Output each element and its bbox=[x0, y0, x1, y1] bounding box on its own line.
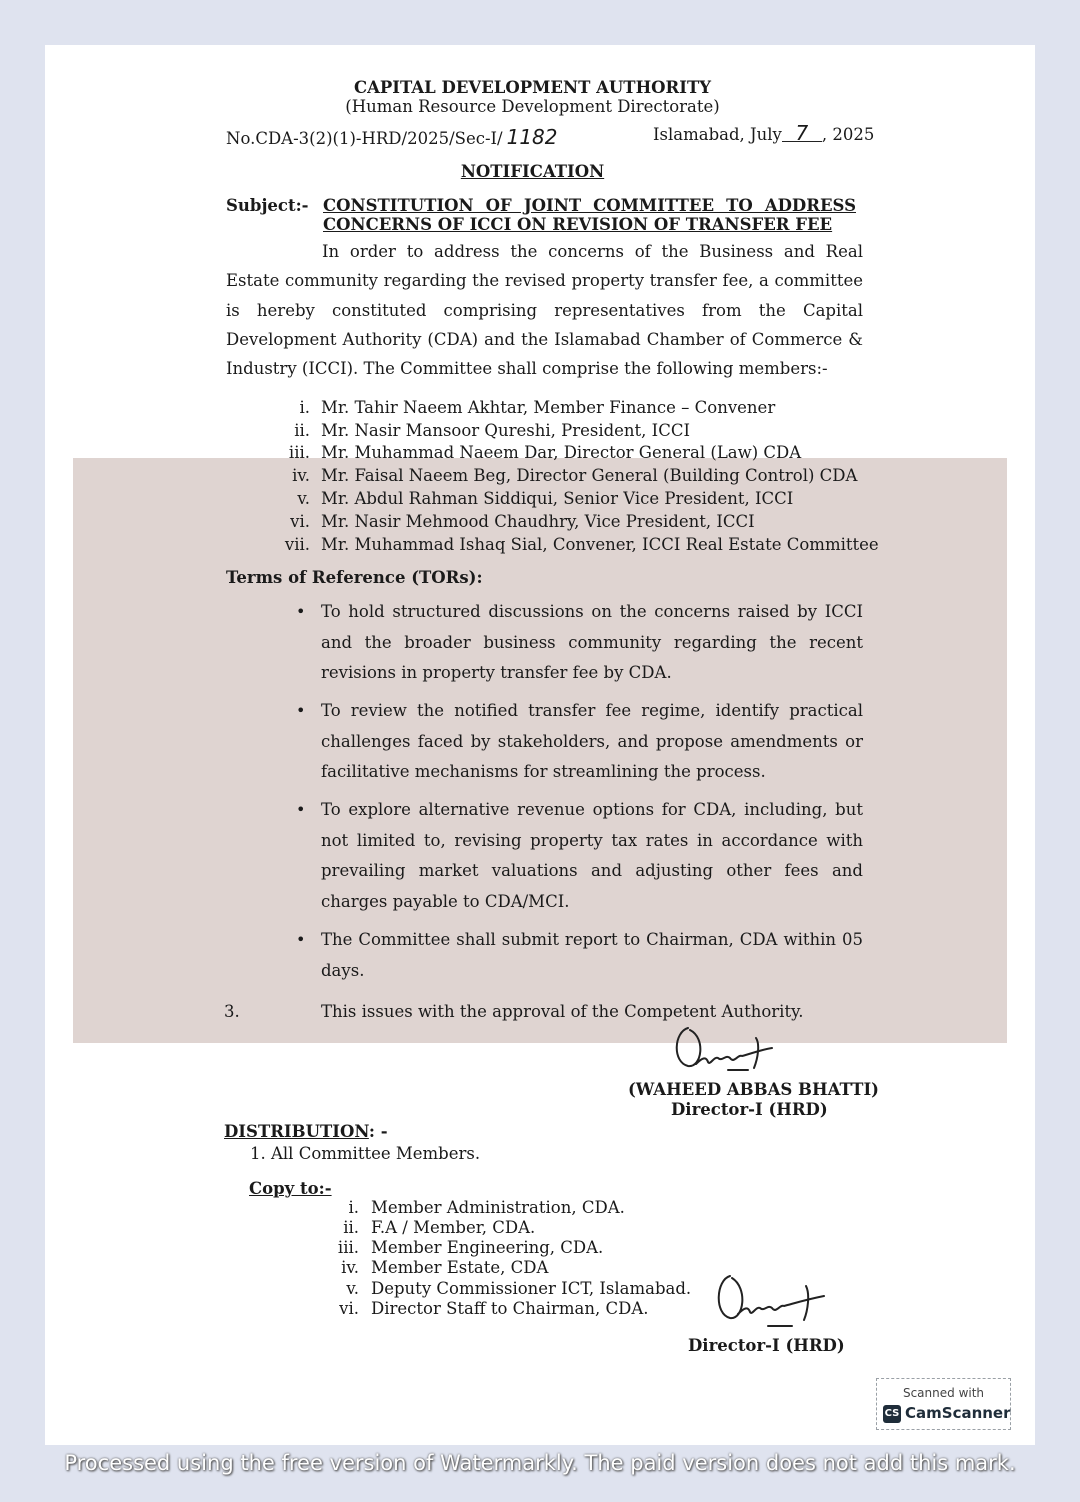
reference-number: No.CDA-3(2)(1)-HRD/2025/Sec-I/ 1182 bbox=[226, 125, 558, 149]
subject-line-2: CONCERNS OF ICCI ON REVISION OF TRANSFER FEE bbox=[323, 215, 833, 234]
approval-paragraph: This issues with the approval of the Competent Authority. bbox=[321, 1002, 804, 1021]
copy-to-heading: Copy to:- bbox=[249, 1179, 332, 1198]
distribution-item: 1. All Committee Members. bbox=[250, 1144, 481, 1163]
camscanner-logo-icon: CS bbox=[883, 1405, 901, 1423]
org-name: CAPITAL DEVELOPMENT AUTHORITY bbox=[353, 78, 712, 97]
para-number: 3. bbox=[224, 1002, 240, 1021]
handwritten-day: 7 bbox=[782, 125, 822, 142]
tor-item: To hold structured discussions on the concerns raised by ICCI and the broader business community regarding the recent revisions in property transfer fee by CDA. bbox=[321, 602, 863, 682]
subject-line-1: CONSTITUTION OF JOINT COMMITTEE TO ADDRESS bbox=[323, 196, 856, 215]
place-date: Islamabad, July 7 , 2025 bbox=[653, 121, 875, 145]
tor-item: To explore alternative revenue options for CDA, including, but not limited to, revising property tax rates in accordance with prevailing market valuations and adjusting other fees and charges payable to CDA/MCI. bbox=[321, 800, 863, 911]
signatory-designation: Director-I (HRD) bbox=[671, 1100, 828, 1119]
notification-title: NOTIFICATION bbox=[460, 162, 605, 181]
tor-item: To review the notified transfer fee regime, identify practical challenges faced by stakeholders, and propose amendments or facilitative mechanisms for streamlining the process. bbox=[321, 701, 863, 781]
camscanner-badge: Scanned with CS CamScanner bbox=[876, 1378, 1011, 1430]
watermark-notice: Processed using the free version of Watermarkly. The paid version does not add this mark. bbox=[64, 1451, 1016, 1475]
footer-designation: Director-I (HRD) bbox=[688, 1336, 845, 1355]
distribution-heading: DISTRIBUTION: - bbox=[224, 1122, 388, 1141]
subject-label: Subject:- bbox=[226, 196, 309, 215]
tor-item: The Committee shall submit report to Chairman, CDA within 05 days. bbox=[321, 930, 863, 980]
signature-mark bbox=[708, 1268, 838, 1332]
handwritten-ref: 1182 bbox=[506, 125, 558, 149]
tor-heading: Terms of Reference (TORs): bbox=[226, 568, 483, 587]
signatory-name: (WAHEED ABBAS BHATTI) bbox=[628, 1080, 879, 1099]
directorate-name: (Human Resource Development Directorate) bbox=[345, 97, 720, 116]
intro-paragraph: In order to address the concerns of the Business and Real Estate community regarding the revised property transfer fee, a committee is hereby constituted comprising representatives from the Capital Development Authority (CDA) and the Islamabad Chamber of Commerce & Industry (ICCI). The Committee shall comprise the following members:- bbox=[226, 242, 863, 379]
signature-mark bbox=[668, 1018, 788, 1078]
